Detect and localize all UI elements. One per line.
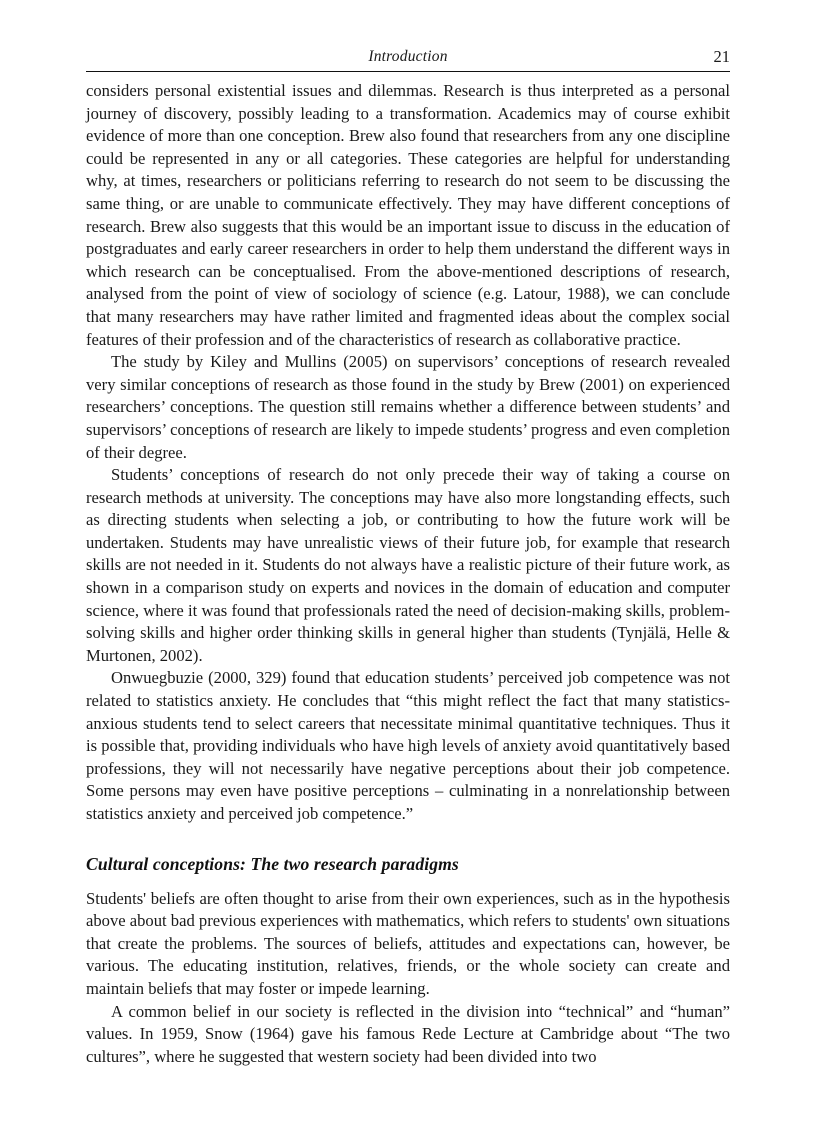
section-heading: Cultural conceptions: The two research paradigms	[86, 853, 459, 874]
paragraph-3: Students’ conceptions of research do not only precede their way of taking a course on research methods at university. The conceptions may have also more longstanding effects, such as directing students when selecting a job, or contributing to how the future work will be undertaken. Students may have unrealistic views of their future job, for example that research skills are not needed in it. Students do not always have a realistic picture of their future work, as shown in a comparison study on experts and novices in the domain of education and computer science, where it was found that professionals rated the need of decision-making skills, problem-solving skills and higher order thinking skills in general higher than students (Tynjälä, Helle & Murtonen, 2002).	[86, 465, 730, 665]
running-head	[86, 47, 730, 73]
header-rule	[86, 71, 730, 72]
running-head-title: Introduction	[368, 48, 448, 65]
page-number: 21	[713, 47, 730, 66]
paragraph-1: considers personal existential issues and dilemmas. Research is thus interpreted as a personal journey of discovery, possibly leading to a transformation. Academics may of course exhibit evidence of more than one conception. Brew also found that researchers from any one discipline could be represented in any or all categories. These categories are helpful for understanding why, at times, researchers or politicians referring to research do not seem to be discussing the same thing, or are unable to communicate effectively. They may have different conceptions of research. Brew also suggests that this would be an important issue to discuss in the education of postgraduates and early career researchers in order to help them understand the different ways in which research can be conceptualised. From the above-mentioned descriptions of research, analysed from the point of view of sociology of science (e.g. Latour, 1988), we can conclude that many researchers may have rather limited and fragmented ideas about the complex social features of their profession and of the characteristics of research as collaborative practice.	[86, 81, 730, 349]
heading-spacer-above	[86, 826, 730, 852]
heading-spacer-below	[86, 876, 730, 888]
paragraph-2: The study by Kiley and Mullins (2005) on supervisors’ conceptions of research revealed very similar conceptions of research as those found in the study by Brew (2001) on experienced researchers’ conceptions. The question still remains whether a difference between students’ and supervisors’ conceptions of research are likely to impede students’ progress and even completion of their degree.	[86, 352, 730, 462]
paragraph-5: Students' beliefs are often thought to arise from their own experiences, such as in the hypothesis above about bad previous experiences with mathematics, which refers to students' own situations that create the problems. The sources of beliefs, attitudes and expectations can, however, be various. The educating institution, relatives, friends, or the whole society can create and maintain beliefs that may foster or impede learning.	[86, 888, 730, 998]
paragraph-4: Onwuegbuzie (2000, 329) found that education students’ perceived job competence was not related to statistics anxiety. He concludes that “this might reflect the fact that many statistics-anxious students tend to select careers that necessitate minimal quantitative techniques. Thus it is possible that, providing individuals who have high levels of anxiety avoid quantitatively based professions, they will not necessarily have negative perceptions about their job competence. Some persons may even have positive perceptions – culminating in a nonrelationship between statistics anxiety and perceived job competence.”	[86, 668, 730, 823]
paragraph-6: A common belief in our society is reflected in the division into “technical” and “human” values. In 1959, Snow (1964) gave his famous Rede Lecture at Cambridge about “The two cultures”, where he suggested that western society had been divided into two	[86, 1001, 730, 1066]
text-column	[86, 80, 730, 1068]
